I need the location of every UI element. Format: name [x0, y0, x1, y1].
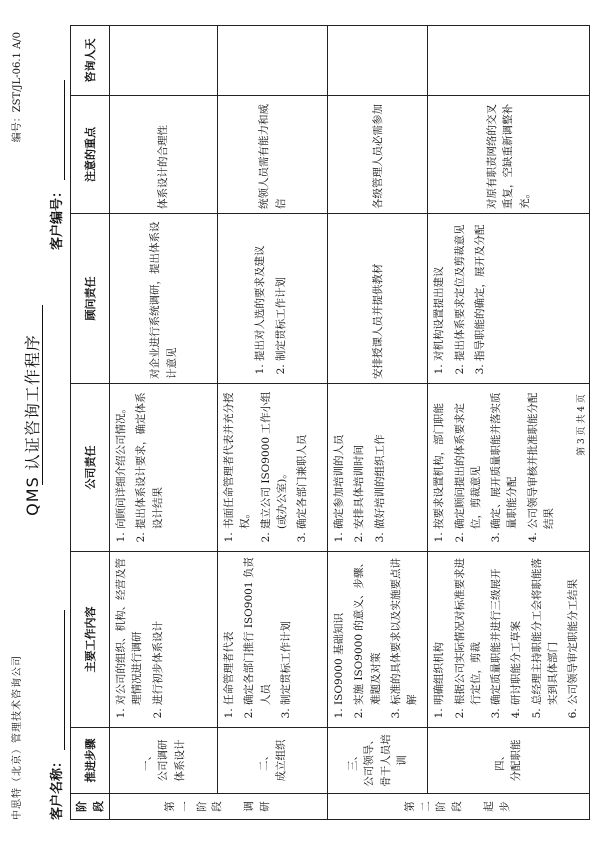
client-name-label: 客户名称： — [50, 754, 65, 820]
list-item: 3. 确定各部门兼职人员 — [294, 388, 310, 529]
step-title: 体系设计 — [173, 739, 186, 782]
focus-text: 统领人员需有能力和威信 — [258, 104, 287, 209]
days-cell — [218, 26, 328, 96]
stage-sublabel: 起步 — [483, 801, 511, 812]
list-item: 1. 确定参加培训的人员 — [331, 388, 347, 529]
list-item: 2. 根据公司实际情况对标准要求进行定位，剪裁 — [452, 556, 485, 705]
step-cell — [428, 728, 589, 794]
stage-sublabel: 调研 — [243, 801, 272, 812]
company-duty-cell — [110, 384, 218, 552]
consultant-duty-cell — [428, 214, 589, 384]
focus-cell — [218, 96, 328, 214]
list-item: 4. 公司领导审核并批准职能分配结果 — [525, 388, 558, 529]
list-item: 2. 建立公司 ISO9000 工作小组(或办公室)。 — [258, 388, 291, 529]
consultant-duty-cell — [328, 214, 428, 384]
work-content-cell — [428, 552, 589, 728]
list-item: 2. 确定各部门推行 ISO9001 负责人员 — [241, 556, 274, 705]
step-title: 公司调研 — [157, 739, 170, 782]
list-item: 5. 总经理主持职能分工会将职能落实到具体部门 — [529, 556, 562, 705]
list-item: 1. 明确组织机构 — [431, 556, 447, 705]
consultant-text: 安排授课人员并提供教材 — [371, 263, 384, 379]
client-code-blank — [64, 80, 65, 180]
procedure-table — [70, 25, 590, 820]
company-duty-cell — [428, 384, 589, 552]
consultant-duty-cell — [110, 214, 218, 384]
list-item: 3. 标准的具体要求以及实施要点讲解 — [388, 556, 421, 705]
stage-cell — [328, 794, 589, 820]
page-footer: 第 3 页 共 4 页 — [577, 394, 587, 456]
table-header-row — [71, 26, 110, 820]
column-header: 公司责任 — [71, 384, 110, 552]
focus-text: 对原有职责网络的交叉重复，空缺重新调整补充。 — [486, 104, 531, 209]
step-number: 三、 — [347, 750, 360, 771]
client-name-field — [46, 610, 65, 820]
list-item: 4. 研讨职能分工草案 — [508, 556, 524, 705]
list-item: 2. 安排具体培训时间 — [351, 388, 367, 529]
column-header: 推进步骤 — [71, 728, 110, 794]
list-item: 2. 制定贯标工作计划 — [273, 218, 289, 361]
focus-text: 各级管理人员必需参加 — [371, 104, 384, 209]
list-item: 1. 向顾问详细介绍公司情况。 — [113, 388, 129, 529]
work-content-cell — [110, 552, 218, 728]
list-item: 1. ISO9000 基础知识 — [331, 556, 347, 705]
column-header: 咨询人天 — [71, 26, 110, 96]
days-cell — [110, 26, 218, 96]
client-name-blank — [64, 610, 65, 750]
list-item: 3. 制定贯标工作计划 — [278, 556, 294, 705]
step-cell — [110, 728, 218, 794]
list-item: 1. 提出对人选的要求及建议 — [252, 218, 268, 361]
step-number: 二、 — [258, 750, 271, 771]
stage-cell — [110, 794, 328, 820]
focus-cell — [428, 96, 589, 214]
list-item: 1. 按要求设置机构，部门职能 — [431, 388, 447, 529]
step-title: 成立组织 — [274, 739, 287, 782]
column-header: 注意的重点 — [71, 96, 110, 214]
table-row — [328, 26, 428, 820]
list-item: 3. 确定、展开质量职能并落实质量职能分配 — [488, 388, 521, 529]
work-content-cell — [218, 552, 328, 728]
list-item: 2. 进行初步体系设计 — [150, 556, 166, 705]
title-underline — [42, 305, 43, 485]
consultant-duty-cell — [218, 214, 328, 384]
work-content-cell — [328, 552, 428, 728]
column-header: 主要工作内容 — [71, 552, 110, 728]
list-item: 1. 任命管理者代表 — [221, 556, 237, 705]
table-row — [428, 26, 589, 820]
list-item: 2. 实施 ISO9000 的意义、步骤、难题及对策 — [351, 556, 384, 705]
column-header: 顾问责任 — [71, 214, 110, 384]
list-item: 2. 提出体系设计要求，确定体系设计结果 — [133, 388, 166, 529]
list-item: 1. 对公司的组织、机构、经营及管理情况进行调研 — [113, 556, 146, 705]
table-row — [218, 26, 328, 820]
list-item: 2. 提出体系要求定位及剪裁意见 — [452, 218, 468, 361]
list-item: 3. 指导职能的确定，展开及分配 — [472, 218, 488, 361]
list-item: 3. 做好培训的组织工作 — [372, 388, 388, 529]
client-code-field — [46, 80, 65, 250]
step-number: 一、 — [141, 750, 154, 771]
company-duty-cell — [218, 384, 328, 552]
list-item: 1. 书面任命管理者代表并充分授权。 — [221, 388, 254, 529]
company-duty-cell — [328, 384, 428, 552]
step-cell — [218, 728, 328, 794]
step-cell — [328, 728, 428, 794]
table-row — [110, 26, 218, 820]
focus-cell — [110, 96, 218, 214]
step-title: 分配职能 — [510, 739, 523, 782]
list-item: 2. 确定顾问提出的体系要求定位，剪裁意见 — [452, 388, 485, 529]
consultant-text: 对企业进行系统调研，提出体系设计意见 — [149, 221, 178, 379]
stage-label: 第二阶段 — [403, 801, 464, 812]
focus-cell — [328, 96, 428, 214]
focus-text: 体系设计的合理性 — [157, 125, 170, 209]
column-header: 阶段 — [71, 794, 110, 820]
company-name: 中思特（北京）管理技术咨询公司 — [12, 655, 23, 820]
client-code-label: 客户编号： — [50, 184, 65, 250]
document-number: 编号：ZST/JL-06.1 A/0 — [12, 32, 23, 143]
list-item: 3. 确定质量职能并进行三级展开 — [488, 556, 504, 705]
step-title: 骨干人员培训 — [379, 734, 409, 787]
step-title: 公司领导、 — [363, 734, 376, 787]
list-item: 6. 公司领导审定职能分工结果 — [565, 556, 581, 705]
stage-label: 第一阶段 — [164, 801, 224, 812]
days-cell — [428, 26, 589, 96]
step-number: 四、 — [494, 750, 507, 771]
document-title: QMS 认证咨询工作程序 — [23, 334, 42, 516]
list-item: 1. 对机构设置提出建议 — [431, 218, 447, 361]
days-cell — [328, 26, 428, 96]
